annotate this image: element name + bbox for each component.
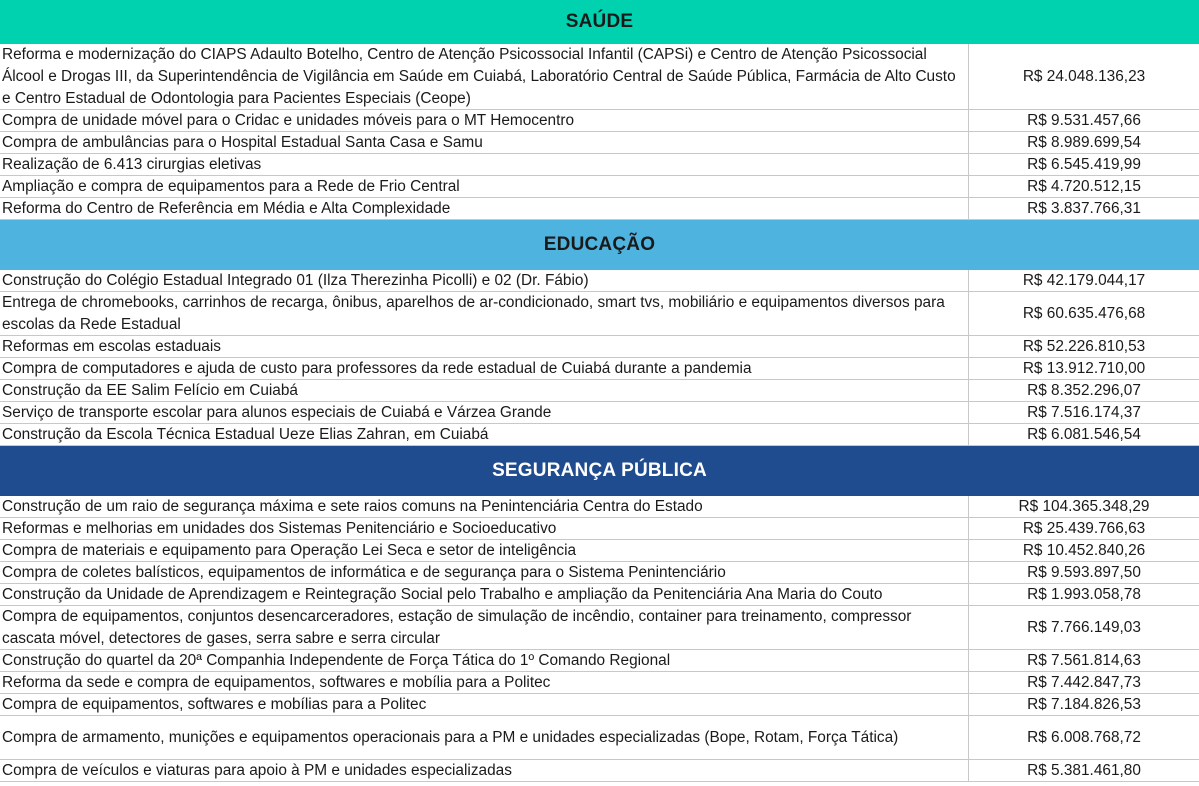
row-description: Serviço de transporte escolar para alunos especiais de Cuiabá e Várzea Grande — [0, 402, 969, 423]
row-value: R$ 4.720.512,15 — [1027, 177, 1141, 195]
table-row — [0, 358, 1199, 380]
row-value: R$ 1.993.058,78 — [1027, 585, 1141, 603]
row-description: Construção da Escola Técnica Estadual Ueze Elias Zahran, em Cuiabá — [0, 424, 969, 445]
row-value: R$ 13.912.710,00 — [1022, 359, 1146, 377]
table-row — [0, 672, 1199, 694]
row-value: R$ 3.837.766,31 — [1027, 199, 1141, 217]
table-row — [0, 132, 1199, 154]
table-row — [0, 198, 1199, 220]
table-row — [0, 716, 1199, 760]
table-row — [0, 44, 1199, 110]
row-description: Compra de coletes balísticos, equipamentos de informática e de segurança para o Sistema Penintenciário — [0, 562, 969, 583]
table-row — [0, 584, 1199, 606]
row-value: R$ 6.545.419,99 — [1027, 155, 1141, 173]
row-value: R$ 7.516.174,37 — [1027, 403, 1141, 421]
row-value: R$ 10.452.840,26 — [1022, 541, 1146, 559]
section-title: SEGURANÇA PÚBLICA — [492, 460, 707, 481]
row-description: Construção do quartel da 20ª Companhia Independente de Força Tática do 1º Comando Regional — [0, 650, 969, 671]
table-row — [0, 380, 1199, 402]
row-description: Construção de um raio de segurança máxima e sete raios comuns na Penintenciária Centra do Estado — [0, 496, 969, 517]
row-value: R$ 7.442.847,73 — [1027, 673, 1141, 691]
row-value: R$ 7.184.826,53 — [1027, 695, 1141, 713]
table-row — [0, 270, 1199, 292]
section-header-educacao — [0, 220, 1199, 270]
table-row — [0, 760, 1199, 782]
table-row — [0, 606, 1199, 650]
table-row — [0, 540, 1199, 562]
table-row — [0, 496, 1199, 518]
row-description: Compra de materiais e equipamento para Operação Lei Seca e setor de inteligência — [0, 540, 969, 561]
row-value: R$ 42.179.044,17 — [1022, 271, 1146, 289]
table-row — [0, 424, 1199, 446]
row-description: Reformas em escolas estaduais — [0, 336, 969, 357]
row-value: R$ 7.561.814,63 — [1027, 651, 1141, 669]
table-row — [0, 110, 1199, 132]
row-value: R$ 6.081.546,54 — [1027, 425, 1141, 443]
row-description: Reformas e melhorias em unidades dos Sistemas Penitenciário e Socioeducativo — [0, 518, 969, 539]
row-value: R$ 5.381.461,80 — [1027, 761, 1141, 779]
row-value: R$ 104.365.348,29 — [1018, 497, 1150, 515]
row-value: R$ 52.226.810,53 — [1022, 337, 1146, 355]
row-value: R$ 24.048.136,23 — [1022, 67, 1146, 85]
row-value: R$ 7.766.149,03 — [1027, 618, 1141, 636]
row-description: Ampliação e compra de equipamentos para a Rede de Frio Central — [0, 176, 969, 197]
row-description: Compra de armamento, munições e equipamentos operacionais para a PM e unidades especializadas (Bope, Rotam, Força Tática) — [0, 716, 969, 759]
table-row — [0, 562, 1199, 584]
row-description: Compra de equipamentos, conjuntos desencarceradores, estação de simulação de incêndio, container para treinamento, compressor cascata móvel, detectores de gases, serra sabre e serra circular — [0, 606, 969, 649]
row-description: Realização de 6.413 cirurgias eletivas — [0, 154, 969, 175]
row-description: Compra de equipamentos, softwares e mobílias para a Politec — [0, 694, 969, 715]
row-description: Construção da Unidade de Aprendizagem e Reintegração Social pelo Trabalho e ampliação da Penitenciária Ana Maria do Couto — [0, 584, 969, 605]
section-title: EDUCAÇÃO — [543, 234, 656, 255]
row-description: Compra de computadores e ajuda de custo para professores da rede estadual de Cuiabá durante a pandemia — [0, 358, 969, 379]
table-row — [0, 694, 1199, 716]
row-description: Construção da EE Salim Felício em Cuiabá — [0, 380, 969, 401]
table-row — [0, 650, 1199, 672]
row-value: R$ 8.989.699,54 — [1027, 133, 1141, 151]
section-title: SAÚDE — [565, 11, 634, 32]
row-description: Reforma do Centro de Referência em Média e Alta Complexidade — [0, 198, 969, 219]
row-value: R$ 9.531.457,66 — [1027, 111, 1141, 129]
row-description: Reforma e modernização do CIAPS Adaulto Botelho, Centro de Atenção Psicossocial Infantil (CAPSi) e Centro de Atenção Psicossocial Álcool e Drogas III, da Superintendência de Vigilância em Saúde em Cuiabá, Laboratório Central de Saúde Pública, Farmácia de Alto Custo e Centro Estadual de Odontologia para Pacientes Especiais (Ceope) — [0, 44, 969, 109]
table-row — [0, 154, 1199, 176]
row-description: Compra de ambulâncias para o Hospital Estadual Santa Casa e Samu — [0, 132, 969, 153]
section-header-seguranca — [0, 446, 1199, 496]
row-description: Entrega de chromebooks, carrinhos de recarga, ônibus, aparelhos de ar-condicionado, smart tvs, mobiliário e equipamentos diversos para escolas da Rede Estadual — [0, 292, 969, 335]
row-value: R$ 25.439.766,63 — [1022, 519, 1146, 537]
row-value: R$ 60.635.476,68 — [1022, 304, 1146, 322]
table-row — [0, 402, 1199, 424]
table-row — [0, 336, 1199, 358]
row-description: Construção do Colégio Estadual Integrado 01 (Ilza Therezinha Picolli) e 02 (Dr. Fábio) — [0, 270, 969, 291]
section-header-saude — [0, 0, 1199, 44]
row-value: R$ 6.008.768,72 — [1027, 728, 1141, 746]
table-row — [0, 176, 1199, 198]
row-description: Reforma da sede e compra de equipamentos, softwares e mobília para a Politec — [0, 672, 969, 693]
table-row — [0, 518, 1199, 540]
row-description: Compra de unidade móvel para o Cridac e unidades móveis para o MT Hemocentro — [0, 110, 969, 131]
row-description: Compra de veículos e viaturas para apoio à PM e unidades especializadas — [0, 760, 969, 781]
row-value: R$ 8.352.296,07 — [1027, 381, 1141, 399]
row-value: R$ 9.593.897,50 — [1027, 563, 1141, 581]
table-row — [0, 292, 1199, 336]
